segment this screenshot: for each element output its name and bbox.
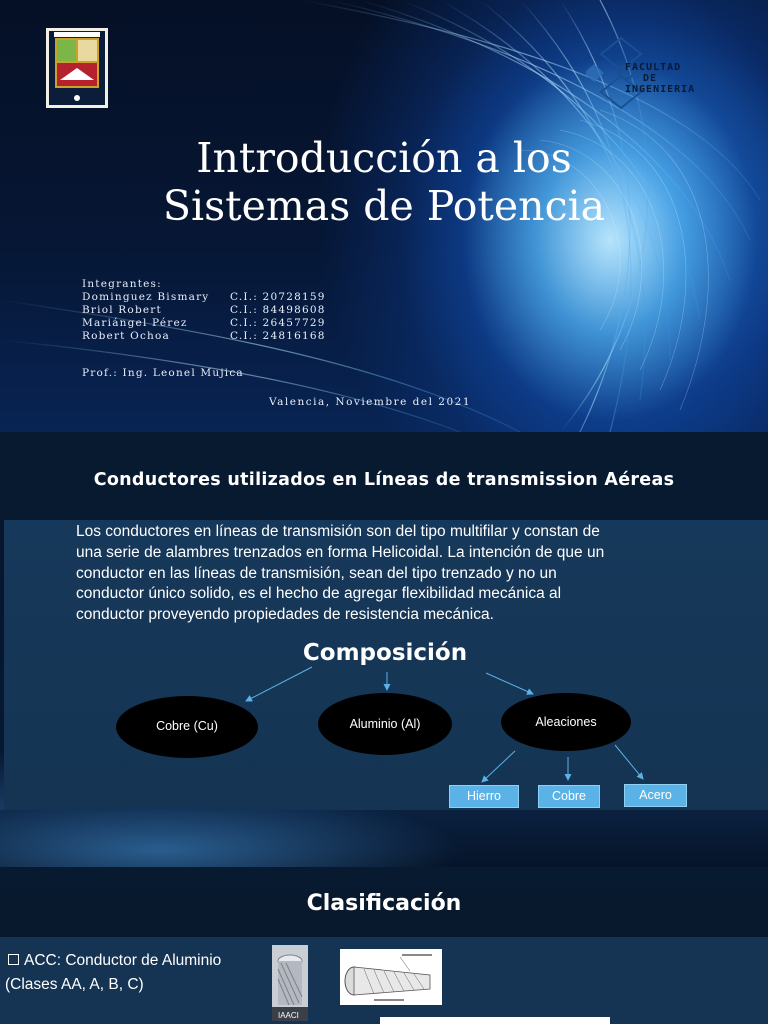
slide-title: Clasificación bbox=[306, 891, 462, 916]
node-aleaciones: Aleaciones bbox=[535, 715, 597, 729]
title-line-2: Sistemas de Potencia bbox=[162, 182, 606, 230]
member-row bbox=[82, 317, 326, 330]
member-ci: C.I.: 20728159 bbox=[230, 291, 326, 303]
bullet-acc bbox=[5, 949, 222, 997]
alloy-hierro-box: Hierro bbox=[449, 785, 519, 808]
faculty-line2: DE bbox=[643, 73, 658, 84]
member-ci: C.I.: 24816168 bbox=[230, 330, 326, 342]
alloy-cobre-box: Cobre bbox=[538, 785, 600, 808]
node-aluminio: Aluminio (Al) bbox=[349, 717, 421, 731]
arrow-to-aleaciones bbox=[486, 673, 533, 694]
arrow-to-cobre bbox=[246, 667, 312, 701]
member-name: Mariángel Pérez bbox=[82, 317, 188, 329]
member-ci: C.I.: 26457729 bbox=[230, 317, 326, 329]
faculty-logo-text bbox=[625, 62, 715, 95]
cable-photo-image bbox=[380, 1017, 610, 1024]
member-ci: C.I.: 84498608 bbox=[230, 304, 326, 316]
paragraph-line: conductor en las líneas de transmisión, sean del tipo trenzado y no un bbox=[76, 564, 557, 582]
member-row bbox=[82, 291, 326, 304]
members-header: Integrantes: bbox=[82, 278, 162, 290]
bullet-line-1: ACC: Conductor de Aluminio bbox=[24, 952, 222, 969]
member-name: Dominguez Bismary bbox=[82, 291, 210, 303]
paragraph-line: conductor proveyendo propiedades de resistencia mecánica. bbox=[76, 606, 494, 624]
slide-footer-band bbox=[0, 810, 768, 867]
paragraph-line: Los conductores en líneas de transmisión son del tipo multifilar y constan de bbox=[76, 523, 600, 540]
conductors-slide bbox=[0, 432, 768, 867]
paragraph-line: una serie de alambres trenzados en forma Helicoidal. La intención de que un bbox=[76, 543, 605, 561]
title-slide bbox=[0, 0, 768, 432]
classification-slide bbox=[0, 867, 768, 1024]
checkbox-bullet-icon bbox=[8, 954, 19, 965]
paragraph-line: conductor único solido, es el hecho de agregar flexibilidad mecánica al bbox=[76, 585, 562, 603]
professor-text: Prof.: Ing. Leonel Mujica bbox=[82, 367, 244, 379]
composition-title: Composición bbox=[302, 640, 468, 666]
faculty-line1: FACULTAD bbox=[625, 62, 682, 73]
arrow-to-acero bbox=[615, 745, 643, 779]
members-list bbox=[82, 278, 326, 343]
member-row bbox=[82, 304, 326, 317]
place-date-text: Valencia, Noviembre del 2021 bbox=[269, 396, 472, 408]
slide-title: Conductores utilizados en Líneas de transmission Aéreas bbox=[93, 470, 675, 490]
faculty-line3: INGENIERIA bbox=[625, 84, 696, 95]
alloy-acero-box: Acero bbox=[624, 784, 687, 807]
cable-diagram-image bbox=[340, 949, 442, 1005]
title-line-1: Introducción a los bbox=[196, 134, 572, 182]
cable-cross-section-image bbox=[272, 945, 308, 1021]
member-name: Briol Robert bbox=[82, 304, 162, 316]
member-name: Robert Ochoa bbox=[82, 330, 170, 342]
arrow-to-hierro bbox=[482, 751, 515, 782]
node-cobre: Cobre (Cu) bbox=[156, 719, 218, 733]
cable-image-label: IAACI bbox=[278, 1011, 299, 1020]
bullet-line-2: (Clases AA, A, B, C) bbox=[5, 976, 144, 993]
slide-title bbox=[0, 134, 768, 230]
university-crest-logo bbox=[46, 28, 108, 108]
member-row bbox=[82, 330, 326, 343]
